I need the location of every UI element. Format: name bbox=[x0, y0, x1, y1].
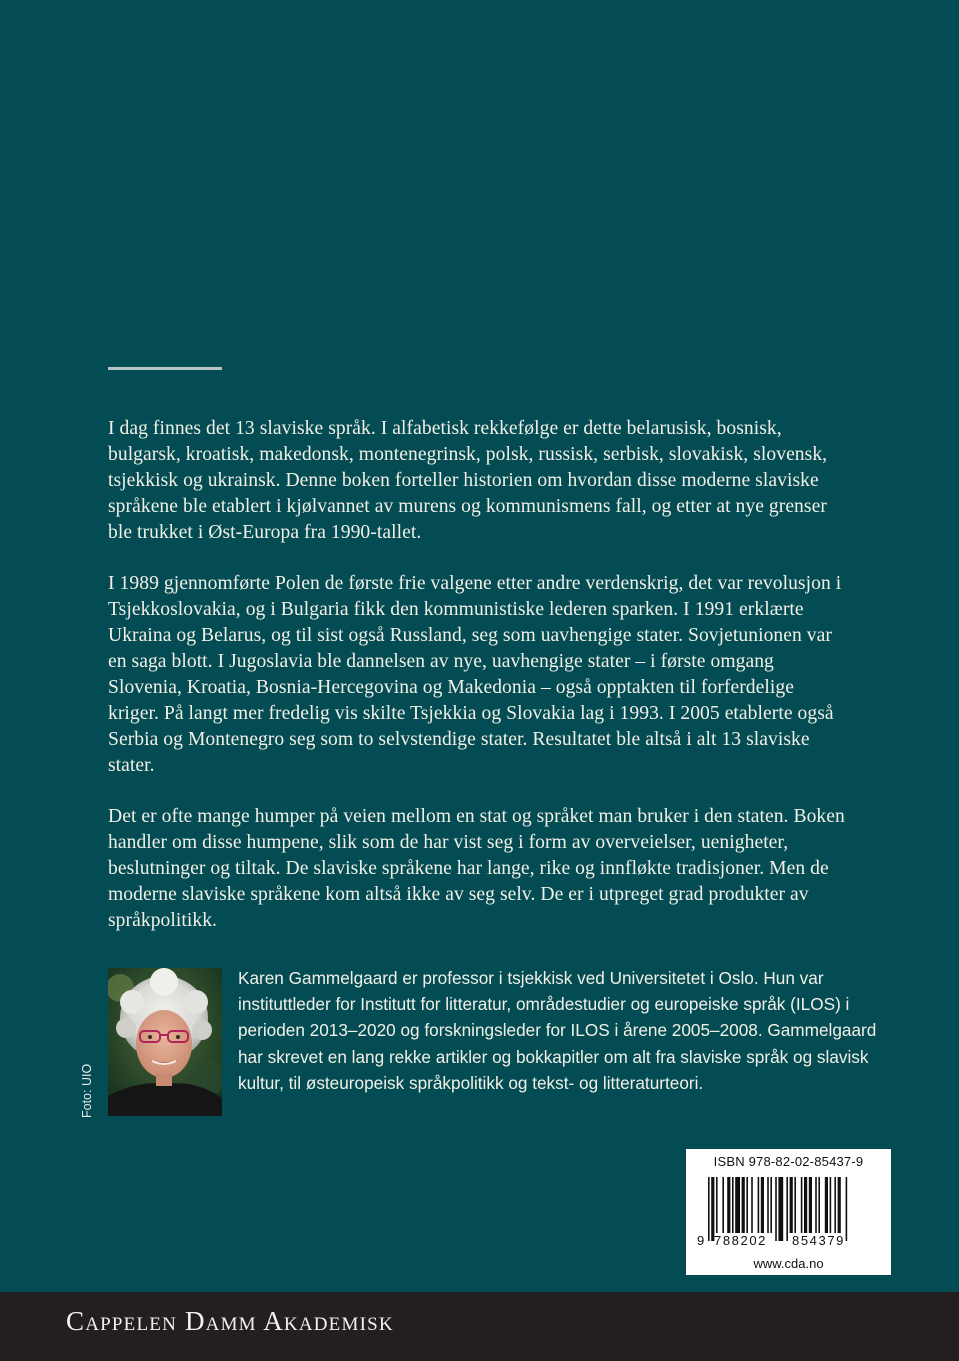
isbn-label: ISBN 978-82-02-85437-9 bbox=[713, 1154, 864, 1169]
barcode-bar bbox=[758, 1177, 760, 1233]
publisher-footer bbox=[0, 1292, 959, 1361]
decorative-rule bbox=[108, 367, 222, 370]
back-cover-blurb bbox=[108, 416, 848, 959]
barcode-bar bbox=[786, 1177, 788, 1241]
barcode-bar bbox=[778, 1177, 783, 1241]
barcode-bar bbox=[770, 1177, 772, 1233]
barcode-digits-right: 854379 bbox=[792, 1233, 845, 1248]
author-portrait-image bbox=[108, 968, 222, 1116]
author-section bbox=[108, 968, 888, 1118]
photo-credit: Foto: UIO bbox=[80, 1063, 94, 1118]
barcode-bar bbox=[716, 1177, 718, 1233]
barcode-bar bbox=[846, 1177, 848, 1241]
barcode-bar bbox=[727, 1177, 730, 1233]
blurb-paragraph-2: I 1989 gjennomførte Polen de første frie valgene etter andre verdenskrig, det var revolusjon i Tsjekkoslovakia, og i Bulgaria fikk den kommunistiske lederen sparken. I 1991 erklærte Ukraina og Belarus, og til sist også Russland, seg som uavhengige stater. Sovjetunionen var en saga blott. I Jugoslavia ble dannelsen av nye, uavhengige stater – i første omgang Slovenia, Kroatia, Bosnia-Hercegovina og Makedonia – også opptakten til forferdelige kriger. På langt mer fredelig vis skilte Tsjekkia og Slovakia lag i 1993. I 2005 etablerte også Serbia og Montenegro seg som to selvstendige stater. Resultatet ble altså i alt 13 slaviske stater. bbox=[108, 573, 842, 776]
blurb-paragraph-3: Det er ofte mange humper på veien mellom en stat og språket man bruker i den staten. Boken handler om disse humpene, slik som de har vist seg i form av overveielser, uenigheter, beslutninger og tiltak. De slaviske språkene har lange, rike og innfløkte tradisjoner. Men de moderne slaviske språkene kom altså ikke av seg selv. De er i utpreget grad produkter av språkpolitikk. bbox=[108, 806, 845, 931]
barcode-bar bbox=[804, 1177, 807, 1233]
barcode-bar bbox=[746, 1177, 748, 1233]
barcode-bar bbox=[801, 1177, 803, 1233]
barcode-bar bbox=[732, 1177, 734, 1233]
barcode-bar bbox=[830, 1177, 832, 1233]
barcode-bar bbox=[815, 1177, 817, 1233]
barcode-bar bbox=[767, 1177, 769, 1233]
barcode-bar bbox=[809, 1177, 812, 1233]
barcode-bar bbox=[722, 1177, 724, 1233]
barcode-bars bbox=[686, 1173, 891, 1241]
barcode-bar bbox=[735, 1177, 740, 1233]
barcode-digits-left: 788202 bbox=[714, 1233, 767, 1248]
barcode-bar bbox=[751, 1177, 753, 1233]
barcode-bar bbox=[761, 1177, 764, 1233]
barcode-bar bbox=[742, 1177, 745, 1233]
author-bio: Karen Gammelgaard er professor i tsjekkisk ved Universitetet i Oslo. Hun var instituttleder for Institutt for litteratur, områdestudier og europeiske språk (ILOS) i perioden 2013–2020 og forskningsleder for ILOS i årene 2005–2008. Gammelgaard har skrevet en lang rekke artikler og bokkapitler om alt fra slaviske språk og slavisk kultur, til østeuropeisk språkpolitikk og tekst- og litteraturteori. bbox=[238, 968, 877, 1093]
barcode-bar bbox=[818, 1177, 820, 1233]
publisher-name: Cappelen Damm Akademisk bbox=[66, 1306, 394, 1336]
barcode-bar bbox=[825, 1177, 828, 1233]
barcode-digit-first: 9 bbox=[697, 1233, 705, 1248]
barcode-bar bbox=[838, 1177, 841, 1233]
barcode-bar bbox=[711, 1177, 714, 1241]
barcode-bar bbox=[790, 1177, 793, 1233]
barcode-bar bbox=[794, 1177, 796, 1233]
author-photo bbox=[108, 968, 222, 1116]
barcode-bar bbox=[834, 1177, 836, 1233]
isbn-barcode bbox=[686, 1149, 891, 1275]
barcode-bar bbox=[775, 1177, 777, 1241]
blurb-paragraph-1: I dag finnes det 13 slaviske språk. I alfabetisk rekkefølge er dette belarusisk, bosnisk, bulgarsk, kroatisk, makedonsk, montenegrinsk, polsk, russisk, serbisk, slovakisk, slovensk, tsjekkisk og ukrainsk. Denne boken forteller historien om hvordan disse moderne slaviske språkene ble etablert i kjølvannet av murens og kommunismens fall, og etter at nye grenser ble trukket i Øst-Europa fra 1990-tallet. bbox=[108, 418, 828, 543]
barcode-bar bbox=[708, 1177, 710, 1241]
publisher-website: www.cda.no bbox=[753, 1256, 824, 1271]
